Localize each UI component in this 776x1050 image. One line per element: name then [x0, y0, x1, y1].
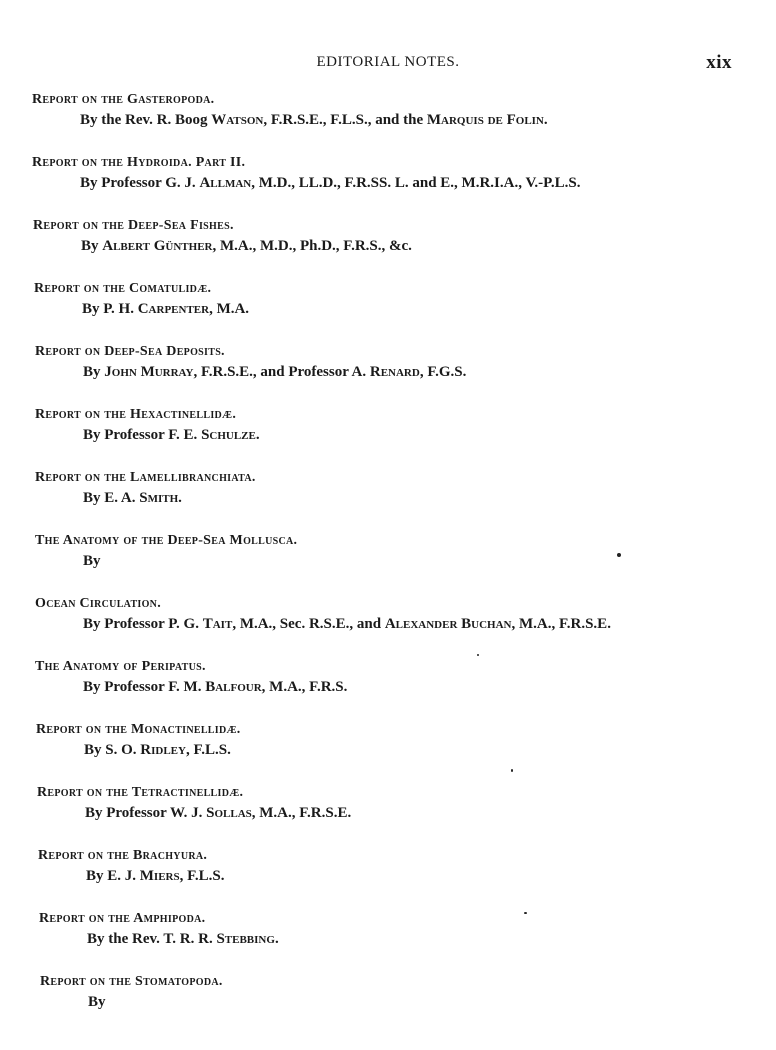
report-title: Report on Deep-Sea Deposits.	[35, 344, 225, 359]
author-text: , M.A., F.R.S.E.	[251, 805, 352, 821]
author-name: Ridley	[140, 742, 186, 758]
author-text: .	[178, 490, 182, 506]
author-text: .	[543, 112, 548, 128]
author-text: , M.A., F.R.S.	[261, 679, 348, 695]
author-text: , M.A., F.R.S.E.	[511, 616, 611, 632]
report-author	[88, 994, 760, 1011]
author-text: , F.R.S.E., and Professor A.	[193, 364, 370, 380]
report-title: Report on the Hexactinellidæ.	[35, 407, 237, 422]
author-text: By the Rev. T. R. R.	[87, 931, 217, 947]
report-title: Report on the Tetractinellidæ.	[37, 785, 244, 800]
author-name: Tait	[202, 616, 233, 632]
report-title: The Anatomy of the Deep-Sea Mollusca.	[35, 533, 298, 548]
report-author	[87, 931, 759, 948]
print-speck	[477, 654, 479, 656]
report-author	[85, 805, 757, 822]
report-author	[83, 364, 755, 381]
author-name: Marquis de Folin	[426, 112, 544, 128]
report-author	[86, 868, 758, 885]
report-title: Report on the Amphipoda.	[39, 911, 206, 926]
author-name: John Murray	[104, 364, 194, 380]
report-entry	[34, 281, 754, 318]
report-title: Report on the Hydroida. Part II.	[32, 155, 246, 170]
report-author	[82, 301, 754, 318]
author-name: Allman	[199, 175, 252, 191]
print-speck	[524, 912, 527, 914]
author-text: By Professor F. M.	[83, 679, 206, 695]
report-entry	[36, 722, 756, 759]
author-text: , F.L.S.	[185, 742, 231, 758]
report-entry	[35, 344, 755, 381]
report-entry	[40, 974, 760, 1011]
author-name: Smith	[139, 490, 179, 506]
author-text: , M.A.	[209, 301, 250, 317]
report-entry	[35, 659, 755, 696]
author-text: , M.A., Sec. R.S.E., and	[232, 616, 385, 632]
report-title: The Anatomy of Peripatus.	[35, 659, 206, 674]
report-author	[84, 742, 756, 759]
report-title: Report on the Brachyura.	[38, 848, 208, 863]
author-name: Renard	[369, 364, 420, 380]
report-author	[83, 616, 755, 633]
author-name: Watson	[211, 112, 264, 128]
report-author	[83, 553, 755, 570]
author-name: Carpenter	[137, 301, 210, 317]
author-text: By S. O.	[84, 742, 141, 758]
print-speck	[511, 769, 513, 772]
author-name: Stebbing	[216, 931, 275, 947]
report-entry	[35, 407, 755, 444]
author-text: By	[81, 238, 103, 254]
author-text: By E. A.	[83, 490, 140, 506]
author-name: Albert Günther	[102, 238, 213, 254]
report-entry	[35, 470, 755, 507]
report-entry	[32, 155, 752, 192]
report-title: Report on the Deep-Sea Fishes.	[33, 218, 234, 233]
author-name: Alexander Buchan	[384, 616, 512, 632]
author-text: By Professor P. G.	[83, 616, 203, 632]
author-text: By Professor G. J.	[80, 175, 200, 191]
report-author	[80, 175, 752, 192]
author-text: , M.D., LL.D., F.R.SS. L. and E., M.R.I.A., V.-P.L.S.	[251, 175, 581, 191]
report-entry	[37, 785, 757, 822]
author-text: By the Rev. R. Boog	[80, 112, 212, 128]
report-entry	[38, 848, 758, 885]
report-title: Report on the Gasteropoda.	[32, 92, 215, 107]
report-entry	[35, 533, 755, 570]
author-name: Miers	[139, 868, 180, 884]
author-text: By	[83, 553, 101, 569]
author-name: Sollas	[206, 805, 252, 821]
author-text: , F.L.S.	[179, 868, 225, 884]
author-text: By E. J.	[86, 868, 140, 884]
report-author	[81, 238, 753, 255]
report-title: Report on the Stomatopoda.	[40, 974, 223, 989]
author-name: Balfour	[205, 679, 262, 695]
author-text: By P. H.	[82, 301, 138, 317]
report-entry	[35, 596, 755, 633]
report-author	[80, 112, 752, 129]
author-text: , M.A., M.D., Ph.D., F.R.S., &c.	[212, 238, 412, 254]
report-title: Report on the Lamellibranchiata.	[35, 470, 256, 485]
running-head: EDITORIAL NOTES.	[316, 54, 460, 70]
author-name: Schulze	[201, 427, 256, 443]
report-author	[83, 490, 755, 507]
author-text: By	[88, 994, 106, 1010]
author-text: , F.G.S.	[419, 364, 467, 380]
report-title: Report on the Monactinellidæ.	[36, 722, 241, 737]
author-text: By Professor W. J.	[85, 805, 207, 821]
author-text: .	[255, 427, 260, 443]
page-number: xix	[706, 52, 732, 73]
report-author	[83, 679, 755, 696]
report-entry	[32, 92, 752, 129]
report-entry	[33, 218, 753, 255]
report-title: Ocean Circulation.	[35, 596, 162, 611]
author-text: , F.R.S.E., F.L.S., and the	[263, 112, 427, 128]
author-text: .	[274, 931, 279, 947]
author-text: By Professor F. E.	[83, 427, 202, 443]
author-text: By	[83, 364, 105, 380]
report-title: Report on the Comatulidæ.	[34, 281, 212, 296]
report-author	[83, 427, 755, 444]
print-speck	[617, 553, 621, 557]
report-entry	[39, 911, 759, 948]
